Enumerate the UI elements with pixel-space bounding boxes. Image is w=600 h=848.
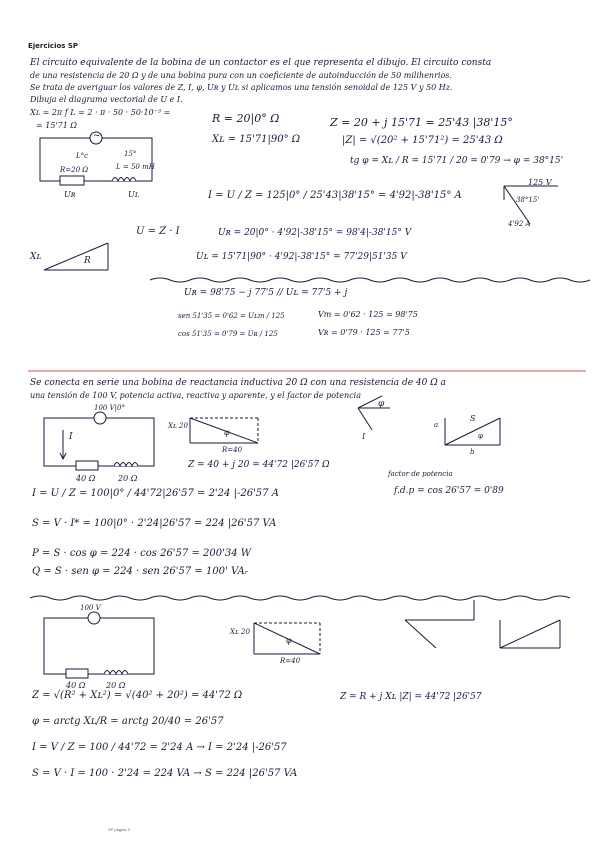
ex2-resistor-label: 40 Ω [76,474,96,483]
ex2-separator-wave [30,596,570,600]
ex1-lc-label: L°c [76,152,89,160]
ex1-cos-line: cos 51'35 = 0'79 = Uʀ / 125 [178,330,278,338]
ex3-source-label: 100 V [80,604,101,612]
ex3-z-vector: Z = R + j Xʟ |Z| = 44'72 |26'57 [340,692,482,702]
ex3-power-triangle [500,620,560,648]
ex3-phase-angle-diagram [405,600,474,648]
ex2-reactive-power-calc: Q = S · sen φ = 224 · sen 26'57 = 100' VAᵣ [32,566,249,577]
ex1-statement-line-4: Dibuja el diagrama vectorial de U e I. [30,95,183,104]
ex2-active-power-calc: P = S · cos φ = 224 · cos 26'57 = 200'34 W [32,548,252,559]
ex2-statement-line-2: una tensión de 100 V, potencia activa, reactiva y aparente, y el factor de potencia [30,391,361,400]
ex1-impedance-triangle [44,243,108,270]
ex1-current-calc: I = U / Z = 125|0° / 25'43|38'15° = 4'92|-38'15° A [208,190,462,201]
ex1-ul-calc: Uʟ = 15'71|90° · 4'92|-38'15° = 77'29|51'35 V [196,252,407,262]
ex2-triangle-xl-label: Xʟ 20 [168,422,188,430]
ex3-triangle-phi-label: φ [286,636,292,645]
ex2-apparent-power-calc: S = V · I* = 100|0° · 2'24|26'57 = 224 |26'57 VA [32,518,277,529]
ex1-sen-line: sen 51'35 = 0'62 = Uʟm / 125 [178,312,285,320]
ex1-r-vector: R = 20|0° Ω [212,112,280,125]
ex2-triangle-phi-label: φ [224,428,230,437]
ex1-inductor-label: L = 50 mH [116,163,155,171]
ex2-inductor-label: 20 Ω [118,474,138,483]
ex1-ur-rectangular: Uʀ = 98'75 − j 77'5 // Uʟ = 77'5 + j [184,288,348,298]
ex2-current-arrow-label: I [69,432,73,442]
ex2-power-phi-label: φ [478,432,483,440]
ex1-triangle-r-label: R [84,256,91,266]
ex1-statement-line-3: Se trata de averiguar los valores de Z, I, φ, Uʀ y Uʟ si aplicamos una tensión senoidal de 125 V y 50 Hz. [30,83,453,92]
ex1-phasor-current: 4'92 A [508,220,531,228]
ex1-z-rectangular: Z = 20 + j 15'71 = 25'43 |38'15° [330,116,513,129]
ex1-phasor-angle: 38°15' [516,196,540,204]
ex3-triangle-r-label: R=40 [280,657,301,665]
ex1-statement-line-2: de una resistencia de 20 Ω y de una bobina pura con un coeficiente de autoinducción de 50 milihenrios. [30,71,452,80]
ex1-phasor-diagram [504,186,558,224]
page-header-title: Ejercicios SP [28,42,79,50]
ex2-pf-label: factor de potencia [388,470,453,478]
ex1-ur-label: Uʀ [64,190,76,199]
ex2-statement-line-1: Se conecta en serie una bobina de reactancia inductiva 20 Ω con una resistencia de 40 Ω a [30,378,446,388]
ex3-z-modulus: Z = √(R² + Xʟ²) = √(40² + 20²) = 44'72 Ω [32,690,243,701]
ex1-source-symbol: ~ [93,131,101,141]
ex2-phase-angle-diagram [358,396,390,430]
ex1-vr-calc: Vʀ = 0'79 · 125 = 77'5 [318,328,410,337]
ex2-pf-calc: f.d.p = cos 26'57 = 0'89 [394,486,504,496]
ex3-apparent-power-calc: S = V · I = 100 · 2'24 = 224 VA → S = 224 |26'57 VA [32,768,298,779]
ex1-u-sum: U = Z · I [136,226,180,237]
ex1-tan-phi: tg φ = Xʟ / R = 15'71 / 20 = 0'79 → φ = 38°15' [350,156,564,166]
ex2-i-label: I [362,432,366,441]
ex1-ul-label: Uʟ [128,190,140,199]
ex2-power-a-label: a [434,421,439,429]
ex1-deg-label: 15° [124,150,137,158]
ex2-z-calc: Z = 40 + j 20 = 44'72 |26'57 Ω [188,460,330,470]
ex1-separator-wave [150,278,590,282]
ex1-triangle-xl-label: Xʟ [30,252,42,262]
ex1-ur-calc: Uʀ = 20|0° · 4'92|-38'15° = 98'4|-38'15° V [218,228,412,238]
ex2-phi-symbol: φ [378,399,385,409]
ex1-xl-vector: Xʟ = 15'71|90° Ω [212,134,301,145]
ex3-triangle-xl-label: Xʟ 20 [230,628,250,636]
page-footer: SP página 3 [108,827,130,832]
ex1-xl-calc-line-2: = 15'71 Ω [36,121,77,130]
ex3-resistor-label: 40 Ω [66,681,86,690]
ex2-power-s-label: S [470,414,476,423]
ex2-source-label: 100 V|0° [94,404,125,412]
ex1-resistor-label: R=20 Ω [60,166,89,174]
ex2-power-b-label: b [470,448,475,456]
ex3-current-calc: I = V / Z = 100 / 44'72 = 2'24 A → I = 2'24 |-26'57 [32,742,287,753]
ex3-circuit-diagram [44,612,154,678]
ex3-phi-calc: φ = arctg Xʟ/R = arctg 20/40 = 26'57 [32,716,224,727]
ex2-current-calc: I = U / Z = 100|0° / 44'72|26'57 = 2'24 |-26'57 A [32,488,279,499]
ex1-z-modulus: |Z| = √(20² + 15'71²) = 25'43 Ω [342,135,503,146]
ex1-statement-line-1: El circuito equivalente de la bobina de un contactor es el que representa el dibujo. El circuito consta [30,58,492,68]
ex2-triangle-r-label: R=40 [222,446,243,454]
ex1-xl-calc-line-1: Xʟ = 2π f L = 2 · π · 50 · 50·10⁻³ = [30,108,171,117]
ex2-circuit-diagram [44,412,154,470]
ex3-inductor-label: 20 Ω [106,681,126,690]
ex1-phasor-voltage: 125 V [528,178,552,187]
ex1-vm-calc: Vm = 0'62 · 125 = 98'75 [318,310,418,319]
